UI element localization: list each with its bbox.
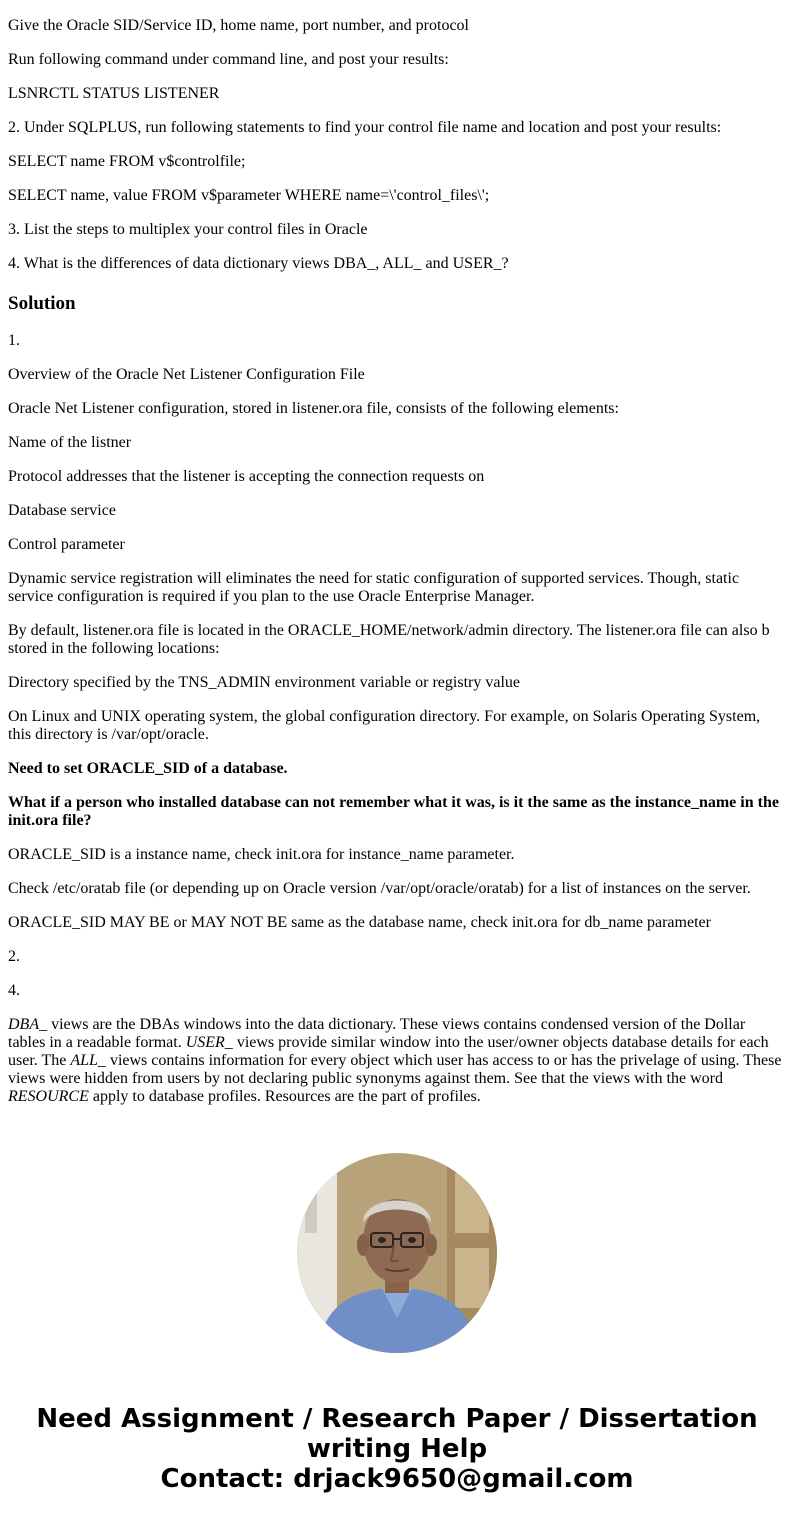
question-line: 2. Under SQLPLUS, run following statements to find your control file name and location and post your results: [8,119,722,136]
solution-paragraph: Overview of the Oracle Net Listener Configuration File [8,366,365,383]
promo-line: writing Help [306,1434,488,1464]
solution-paragraph: Database service [8,502,116,519]
solution-paragraph: Directory specified by the TNS_ADMIN environment variable or registry value [8,674,520,691]
all-term: ALL_ [70,1052,106,1069]
question-line: 4. What is the differences of data dictionary views DBA_, ALL_ and USER_? [8,255,509,272]
solution-paragraph: By default, listener.ora file is located in the ORACLE_HOME/network/admin directory. The listener.ora file can also b stored in the following locations: [8,622,770,657]
promo-line: Need Assignment / Research Paper / Dissertation [36,1404,758,1434]
solution-bold-paragraph: Need to set ORACLE_SID of a database. [8,760,288,777]
article-body [8,0,786,1106]
author-avatar [297,1153,497,1353]
dba-term: DBA_ [8,1016,48,1033]
author-photo [297,1153,497,1353]
question-line: SELECT name FROM v$controlfile; [8,153,246,170]
solution-paragraph: Protocol addresses that the listener is accepting the connection requests on [8,468,485,485]
solution-paragraph: ORACLE_SID is a instance name, check init.ora for instance_name parameter. [8,846,515,863]
dba-text: views contains information for every object which user has access to or has the privelage of using. These views were hidden from users by not declaring public synonyms against them. See that the views with the word [8,1052,782,1087]
solution-paragraph: 1. [8,332,20,349]
solution-paragraph: ORACLE_SID MAY BE or MAY NOT BE same as the database name, check init.ora for db_name parameter [8,914,711,931]
dba-text: views provide similar window into the user/owner objects database details for each user. The [8,1034,769,1069]
solution-paragraph: Dynamic service registration will eliminates the need for static configuration of supported services. Though, static service configuration is required if you plan to the use Oracle Enterprise Manager. [8,570,740,605]
dba-text: apply to database profiles. Resources are the part of profiles. [88,1088,481,1105]
solution-paragraph: 4. [8,982,20,999]
solution-bold-paragraph: What if a person who installed database can not remember what it was, is it the same as the instance_name in the init.ora file? [8,794,779,829]
question-line: Give the Oracle SID/Service ID, home name, port number, and protocol [8,17,469,34]
promo-footer [0,1404,794,1494]
resource-term: RESOURCE [8,1088,89,1105]
solution-paragraph: On Linux and UNIX operating system, the global configuration directory. For example, on Solaris Operating System, this directory is /var/opt/oracle. [8,708,761,743]
question-line: SELECT name, value FROM v$parameter WHERE name=\'control_files\'; [8,187,490,204]
dba-views-paragraph [8,1016,786,1106]
solution-paragraph: Name of the listner [8,434,132,451]
solution-paragraph: Control parameter [8,536,125,553]
question-line: LSNRCTL STATUS LISTENER [8,85,220,102]
question-line: 3. List the steps to multiplex your control files in Oracle [8,221,368,238]
solution-heading: Solution [8,293,76,314]
promo-contact: Contact: drjack9650@gmail.com [160,1464,634,1494]
solution-paragraph: Oracle Net Listener configuration, stored in listener.ora file, consists of the following elements: [8,400,619,417]
user-term: USER_ [185,1034,233,1051]
question-line: Run following command under command line, and post your results: [8,51,449,68]
solution-paragraph: 2. [8,948,20,965]
solution-paragraph: Check /etc/oratab file (or depending up on Oracle version /var/opt/oracle/oratab) for a list of instances on the server. [8,880,751,897]
dba-text: views are the DBAs windows into the data dictionary. These views contains condensed version of the Dollar tables in a readable format. [8,1016,746,1051]
